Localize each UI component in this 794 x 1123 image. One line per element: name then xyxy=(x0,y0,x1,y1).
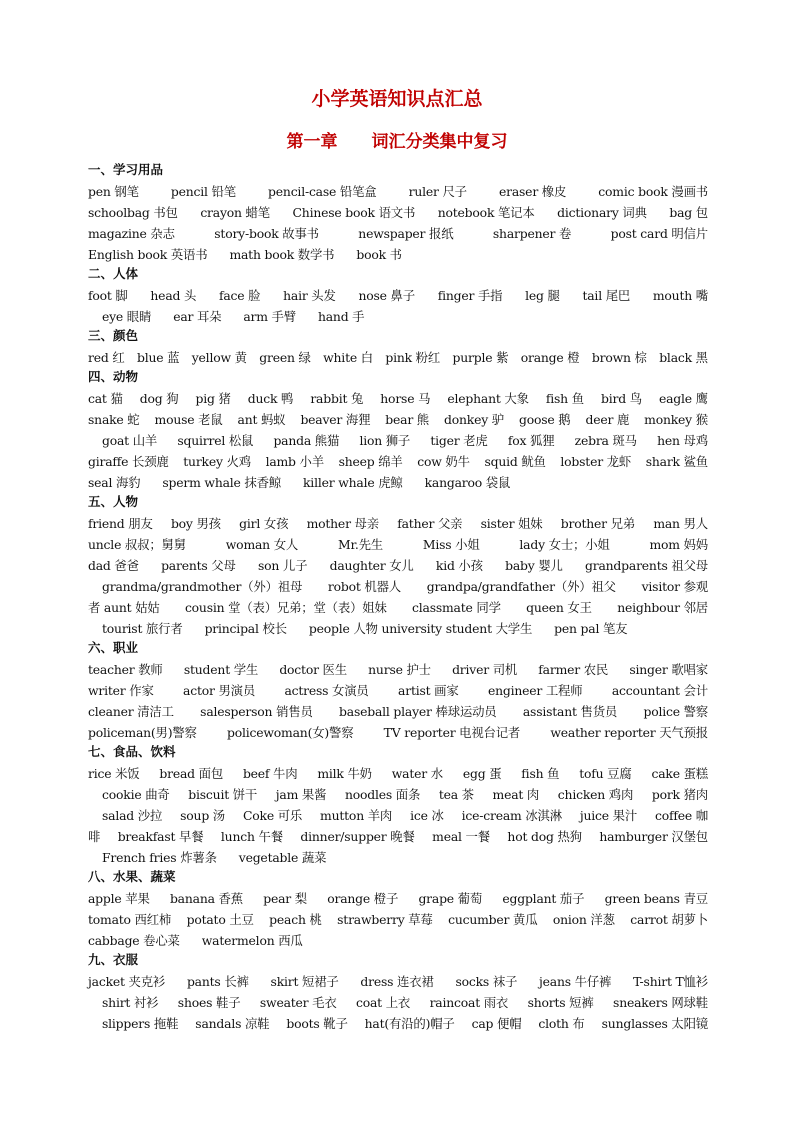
vocab-entry: apple 苹果 xyxy=(88,890,150,906)
vocab-entry: comic book 漫画书 xyxy=(598,183,708,199)
vocab-entry: robot 机器人 xyxy=(327,578,401,594)
vocab-entry: bread 面包 xyxy=(159,765,224,781)
vocab-entry: weather reporter 天气预报 xyxy=(550,724,708,740)
vocab-line xyxy=(88,991,708,1012)
vocab-entry: tofu 豆腐 xyxy=(579,765,632,781)
vocab-line xyxy=(88,554,708,575)
vocab-line xyxy=(88,429,708,450)
vocab-entry: arm 手臂 xyxy=(243,308,296,324)
vocab-entry: cat 猫 xyxy=(88,390,123,406)
vocab-entry: queen 女王 xyxy=(526,599,592,615)
vocab-entry: engineer 工程师 xyxy=(487,682,583,698)
vocab-entry: Miss 小姐 xyxy=(422,536,480,552)
vocab-entry: pink 粉红 xyxy=(385,349,441,365)
vocab-entry: actor 男演员 xyxy=(183,682,256,698)
vocab-section xyxy=(88,638,708,742)
vocab-entry: friend 朋友 xyxy=(88,515,153,531)
vocab-entry: T-shirt T恤衫 xyxy=(633,973,708,989)
vocab-entry: jeans 牛仔裤 xyxy=(539,973,612,989)
vocab-entry: pen 钢笔 xyxy=(88,183,139,199)
vocab-entry: schoolbag 书包 xyxy=(88,204,178,220)
section-heading: 五、人物 xyxy=(88,494,139,509)
vocab-entry: daughter 女儿 xyxy=(329,557,414,573)
vocab-line xyxy=(88,450,708,471)
vocab-entry: fish 鱼 xyxy=(545,390,584,406)
vocabulary-body xyxy=(88,160,708,1033)
vocab-entry: meat 肉 xyxy=(492,786,540,802)
vocab-entry: dinner/supper 晚餐 xyxy=(300,828,415,844)
vocab-section xyxy=(88,160,708,264)
vocab-entry: carrot 胡萝卜 xyxy=(630,911,708,927)
vocab-entry: potato 土豆 xyxy=(186,911,254,927)
vocab-entry: deer 鹿 xyxy=(585,411,630,427)
vocab-line xyxy=(88,908,708,929)
vocab-entry: Mr.先生 xyxy=(337,536,383,552)
vocab-section xyxy=(88,742,708,867)
vocab-entry: rice 米饭 xyxy=(88,765,140,781)
vocab-entry: shorts 短裤 xyxy=(527,994,594,1010)
vocab-entry: sharpener 卷 xyxy=(492,225,572,241)
vocab-entry: foot 脚 xyxy=(88,287,128,303)
vocab-entry: pork 猪肉 xyxy=(651,786,708,802)
vocab-entry: head 头 xyxy=(150,287,197,303)
vocab-entry: black 黑 xyxy=(659,349,708,365)
vocab-entry: sandals 凉鞋 xyxy=(195,1015,270,1031)
vocab-entry: orange 橙 xyxy=(520,349,580,365)
vocab-entry: cow 奶牛 xyxy=(417,453,470,469)
vocab-entry: seal 海豹 xyxy=(88,474,141,490)
vocab-section xyxy=(88,326,708,367)
vocab-entry: strawberry 草莓 xyxy=(337,911,433,927)
vocab-entry: bag 包 xyxy=(669,204,708,220)
vocab-section xyxy=(88,264,708,326)
vocab-entry: monkey 猴 xyxy=(644,411,708,427)
vocab-entry: eraser 橡皮 xyxy=(498,183,567,199)
vocab-line xyxy=(88,180,708,201)
vocab-entry: nose 鼻子 xyxy=(358,287,415,303)
vocab-section xyxy=(88,867,708,950)
vocab-entry: nurse 护士 xyxy=(368,661,431,677)
vocab-entry: pig 猪 xyxy=(195,390,231,406)
vocab-entry: ant 蚂蚁 xyxy=(237,411,286,427)
vocab-section xyxy=(88,367,708,492)
chapter-title xyxy=(0,127,794,152)
vocab-entry: hand 手 xyxy=(317,308,365,324)
vocab-entry: elephant 大象 xyxy=(447,390,529,406)
vocab-entry: notebook 笔记本 xyxy=(437,204,535,220)
vocab-entry: duck 鸭 xyxy=(247,390,294,406)
vocab-line xyxy=(88,887,708,908)
vocab-entry: 啡 xyxy=(88,828,101,844)
vocab-line xyxy=(88,804,708,825)
vocab-entry: tiger 老虎 xyxy=(430,432,488,448)
vocab-line xyxy=(88,387,708,408)
vocab-entry: squirrel 松鼠 xyxy=(177,432,254,448)
vocab-entry: ice 冰 xyxy=(410,807,444,823)
vocab-entry: watermelon 西瓜 xyxy=(201,932,303,948)
vocab-line xyxy=(88,658,708,679)
vocab-entry: cucumber 黄瓜 xyxy=(448,911,538,927)
vocab-line xyxy=(88,700,708,721)
vocab-entry: jam 果酱 xyxy=(275,786,327,802)
vocab-entry: shirt 衬衫 xyxy=(102,994,159,1010)
vocab-entry: pen pal 笔友 xyxy=(554,620,628,636)
vocab-line xyxy=(88,243,708,264)
vocab-entry: teacher 教师 xyxy=(88,661,163,677)
vocab-line xyxy=(88,762,708,783)
vocab-entry: tea 茶 xyxy=(438,786,474,802)
vocab-entry: eggplant 茄子 xyxy=(502,890,585,906)
vocab-entry: horse 马 xyxy=(380,390,431,406)
chapter-name: 词汇分类集中复习 xyxy=(371,132,508,152)
vocab-entry: cabbage 卷心菜 xyxy=(88,932,180,948)
vocab-entry: dictionary 词典 xyxy=(557,204,647,220)
vocab-entry: farmer 农民 xyxy=(538,661,609,677)
vocab-entry: book 书 xyxy=(356,246,402,262)
vocab-entry: rabbit 兔 xyxy=(310,390,364,406)
vocab-line xyxy=(88,846,708,867)
vocab-line xyxy=(88,1012,708,1033)
document-title: 小学英语知识点汇总 xyxy=(311,88,483,110)
vocab-entry: man 男人 xyxy=(653,515,708,531)
section-heading: 七、食品、饮料 xyxy=(88,744,176,759)
vocab-entry: salesperson 销售员 xyxy=(200,703,313,719)
vocab-line xyxy=(88,533,708,554)
vocab-line xyxy=(88,783,708,804)
vocab-entry: orange 橙子 xyxy=(327,890,399,906)
vocab-entry: artist 画家 xyxy=(398,682,459,698)
vocab-entry: hair 头发 xyxy=(283,287,336,303)
vocab-entry: hat(有沿的)帽子 xyxy=(364,1015,455,1031)
vocab-entry: peach 桃 xyxy=(269,911,322,927)
vocab-entry: dog 狗 xyxy=(139,390,179,406)
vocab-entry: people 人物 university student 大学生 xyxy=(308,620,533,636)
vocab-line xyxy=(88,201,708,222)
vocab-entry: ear 耳朵 xyxy=(173,308,222,324)
vocab-entry: classmate 同学 xyxy=(412,599,501,615)
vocab-entry: eagle 鹰 xyxy=(658,390,708,406)
section-heading: 六、职业 xyxy=(88,640,139,655)
vocab-entry: tomato 西红柿 xyxy=(88,911,172,927)
vocab-entry: mouth 嘴 xyxy=(652,287,708,303)
vocab-entry: lunch 午餐 xyxy=(220,828,283,844)
vocab-entry: woman 女人 xyxy=(225,536,299,552)
vocab-entry: snake 蛇 xyxy=(88,411,140,427)
vocab-line xyxy=(88,512,708,533)
vocab-entry: banana 香蕉 xyxy=(169,890,243,906)
vocab-entry: baseball player 棒球运动员 xyxy=(339,703,497,719)
vocab-entry: beaver 海狸 xyxy=(300,411,371,427)
vocab-entry: tail 尾巴 xyxy=(582,287,631,303)
vocab-entry: TV reporter 电视台记者 xyxy=(383,724,521,740)
vocab-entry: green beans 青豆 xyxy=(604,890,708,906)
vocab-entry: father 父亲 xyxy=(397,515,463,531)
vocab-entry: accountant 会计 xyxy=(611,682,708,698)
vocab-entry: coffee 咖 xyxy=(655,807,708,823)
vocab-entry: post card 明信片 xyxy=(610,225,708,241)
vocab-entry: brown 棕 xyxy=(591,349,647,365)
vocab-entry: sunglasses 太阳镜 xyxy=(601,1015,708,1031)
section-heading: 三、颜色 xyxy=(88,328,139,343)
vocab-entry: killer whale 虎鲸 xyxy=(303,474,403,490)
vocab-entry: face 脸 xyxy=(218,287,261,303)
vocab-entry: grandpa/grandfather（外）祖父 xyxy=(426,578,616,594)
vocab-entry: doctor 医生 xyxy=(279,661,347,677)
vocab-entry: fish 鱼 xyxy=(521,765,560,781)
vocab-entry: French fries 炸薯条 xyxy=(102,849,217,865)
vocab-entry: raincoat 雨衣 xyxy=(429,994,509,1010)
vocab-line xyxy=(88,575,708,596)
vocab-line xyxy=(88,596,708,617)
vocab-entry: breakfast 早餐 xyxy=(117,828,204,844)
vocab-entry: pear 梨 xyxy=(263,890,307,906)
vocab-entry: lady 女士；小姐 xyxy=(519,536,610,552)
vocab-entry: student 学生 xyxy=(183,661,259,677)
vocab-entry: bear 熊 xyxy=(385,411,429,427)
vocab-entry: girl 女孩 xyxy=(239,515,289,531)
vocab-entry: blue 蓝 xyxy=(136,349,180,365)
vocab-entry: sneakers 网球鞋 xyxy=(613,994,708,1010)
vocab-entry: writer 作家 xyxy=(88,682,154,698)
vocab-line xyxy=(88,679,708,700)
vocab-entry: slippers 拖鞋 xyxy=(102,1015,179,1031)
vocab-entry: policewoman(女)警察 xyxy=(227,724,354,740)
vocab-line xyxy=(88,617,708,638)
vocab-entry: lamb 小羊 xyxy=(265,453,324,469)
vocab-line xyxy=(88,721,708,742)
vocab-entry: soup 汤 xyxy=(180,807,225,823)
vocab-entry: milk 牛奶 xyxy=(317,765,372,781)
vocab-entry: purple 紫 xyxy=(452,349,509,365)
vocab-entry: goat 山羊 xyxy=(102,432,158,448)
vocab-entry: white 白 xyxy=(323,349,373,365)
vocab-entry: egg 蛋 xyxy=(462,765,502,781)
vocab-entry: singer 歌唱家 xyxy=(629,661,708,677)
vocab-entry: biscuit 饼干 xyxy=(188,786,258,802)
vocab-entry: mother 母亲 xyxy=(306,515,379,531)
vocab-entry: goose 鹅 xyxy=(518,411,571,427)
vocab-entry: tourist 旅行者 xyxy=(102,620,183,636)
vocab-entry: Coke 可乐 xyxy=(242,807,303,823)
vocab-entry: water 水 xyxy=(391,765,443,781)
vocab-entry: juice 果汁 xyxy=(579,807,638,823)
vocab-entry: hen 母鸡 xyxy=(657,432,708,448)
vocab-entry: donkey 驴 xyxy=(444,411,504,427)
vocab-line xyxy=(88,222,708,243)
vocab-entry: turkey 火鸡 xyxy=(183,453,251,469)
vocab-entry: cloth 布 xyxy=(538,1015,585,1031)
vocab-line xyxy=(88,471,708,492)
vocab-entry: newspaper 报纸 xyxy=(358,225,454,241)
vocab-entry: giraffe 长颈鹿 xyxy=(88,453,169,469)
vocab-line xyxy=(88,970,708,991)
vocab-entry: noodles 面条 xyxy=(344,786,421,802)
vocab-entry: hot dog 热狗 xyxy=(507,828,582,844)
vocab-entry: green 绿 xyxy=(259,349,311,365)
vocab-entry: mutton 羊肉 xyxy=(320,807,393,823)
vocab-entry: grape 葡萄 xyxy=(418,890,483,906)
vocab-entry: boy 男孩 xyxy=(170,515,221,531)
vocab-entry: driver 司机 xyxy=(452,661,518,677)
vocab-entry: jacket 夹克衫 xyxy=(88,973,166,989)
vocab-entry: ruler 尺子 xyxy=(408,183,467,199)
vocab-entry: sheep 绵羊 xyxy=(338,453,403,469)
vocab-entry: bird 鸟 xyxy=(601,390,642,406)
vocab-entry: cleaner 清洁工 xyxy=(88,703,174,719)
vocab-entry: police 警察 xyxy=(643,703,708,719)
vocab-entry: kid 小孩 xyxy=(435,557,483,573)
vocab-line xyxy=(88,346,708,367)
vocab-entry: visitor 参观 xyxy=(641,578,708,594)
vocab-entry: math book 数学书 xyxy=(229,246,335,262)
vocab-entry: grandparents 祖父母 xyxy=(585,557,708,573)
vocab-entry: sperm whale 抹香鲸 xyxy=(162,474,281,490)
vocab-entry: uncle 叔叔；舅舅 xyxy=(88,536,186,552)
vocab-entry: coat 上衣 xyxy=(356,994,411,1010)
vocab-entry: sister 姐妹 xyxy=(480,515,543,531)
vocab-section xyxy=(88,950,708,1033)
vocab-entry: kangaroo 袋鼠 xyxy=(424,474,511,490)
vocab-entry: dress 连衣裙 xyxy=(360,973,434,989)
vocab-entry: policeman(男)警察 xyxy=(88,724,197,740)
vocab-entry: shark 鲨鱼 xyxy=(645,453,708,469)
vocab-entry: principal 校长 xyxy=(204,620,287,636)
vocab-entry: pants 长裤 xyxy=(186,973,249,989)
vocab-entry: finger 手指 xyxy=(437,287,503,303)
vocab-entry: magazine 杂志 xyxy=(88,225,175,241)
vocab-entry: boots 靴子 xyxy=(286,1015,348,1031)
vocab-entry: ice-cream 冰淇淋 xyxy=(461,807,562,823)
vocab-entry: neighbour 邻居 xyxy=(617,599,708,615)
chapter-number: 第一章 xyxy=(286,132,338,152)
vocab-entry: socks 袜子 xyxy=(455,973,518,989)
vocab-entry: story-book 故事书 xyxy=(214,225,319,241)
vocab-entry: grandma/grandmother（外）祖母 xyxy=(102,578,303,594)
vocab-entry: shoes 鞋子 xyxy=(177,994,241,1010)
vocab-entry: fox 狐狸 xyxy=(507,432,555,448)
vocab-entry: sweater 毛衣 xyxy=(259,994,337,1010)
vocab-entry: pencil 铅笔 xyxy=(170,183,236,199)
vocab-entry: leg 腿 xyxy=(525,287,560,303)
vocab-entry: assistant 售货员 xyxy=(522,703,618,719)
vocab-entry: meal 一餐 xyxy=(432,828,490,844)
vocab-entry: Chinese book 语文书 xyxy=(292,204,416,220)
vocab-entry: panda 熊猫 xyxy=(273,432,340,448)
vocab-entry: mouse 老鼠 xyxy=(154,411,223,427)
vocab-entry: baby 婴儿 xyxy=(505,557,563,573)
vocab-entry: English book 英语书 xyxy=(88,246,208,262)
vocab-entry: cookie 曲奇 xyxy=(102,786,170,802)
vocab-entry: mom 妈妈 xyxy=(649,536,708,552)
vocab-section xyxy=(88,492,708,638)
vocab-entry: parents 父母 xyxy=(161,557,236,573)
section-heading: 一、学习用品 xyxy=(88,162,164,177)
vocab-entry: zebra 斑马 xyxy=(574,432,637,448)
vocab-entry: vegetable 蔬菜 xyxy=(238,849,327,865)
vocab-entry: chicken 鸡肉 xyxy=(557,786,634,802)
vocab-line xyxy=(88,929,708,950)
section-heading: 九、衣服 xyxy=(88,952,139,967)
vocab-entry: lobster 龙虾 xyxy=(560,453,632,469)
vocab-entry: skirt 短裙子 xyxy=(270,973,339,989)
vocab-line xyxy=(88,284,708,305)
vocab-entry: cap 便帽 xyxy=(471,1015,522,1031)
vocab-line xyxy=(88,825,708,846)
vocab-entry: crayon 蜡笔 xyxy=(200,204,270,220)
vocab-entry: beef 牛肉 xyxy=(242,765,298,781)
vocab-entry: red 红 xyxy=(88,349,125,365)
section-heading: 四、动物 xyxy=(88,369,139,384)
section-heading: 八、水果、蔬菜 xyxy=(88,869,176,884)
vocab-line xyxy=(88,305,708,326)
vocab-entry: hamburger 汉堡包 xyxy=(599,828,708,844)
vocab-entry: eye 眼睛 xyxy=(102,308,152,324)
vocab-entry: son 儿子 xyxy=(258,557,308,573)
vocab-entry: brother 兄弟 xyxy=(560,515,636,531)
vocab-entry: squid 鱿鱼 xyxy=(484,453,546,469)
vocab-entry: dad 爸爸 xyxy=(88,557,139,573)
vocab-line xyxy=(88,408,708,429)
vocab-entry: salad 沙拉 xyxy=(102,807,163,823)
vocab-entry: actress 女演员 xyxy=(284,682,369,698)
vocab-entry: cake 蛋糕 xyxy=(651,765,708,781)
vocab-entry: lion 狮子 xyxy=(359,432,411,448)
vocab-entry: 者 aunt 姑姑 xyxy=(88,599,160,615)
section-heading: 二、人体 xyxy=(88,266,139,281)
vocab-entry: cousin 堂（表）兄弟；堂（表）姐妹 xyxy=(184,599,387,615)
vocab-entry: pencil-case 铅笔盒 xyxy=(268,183,377,199)
vocab-entry: yellow 黄 xyxy=(191,349,247,365)
vocab-entry: onion 洋葱 xyxy=(552,911,615,927)
